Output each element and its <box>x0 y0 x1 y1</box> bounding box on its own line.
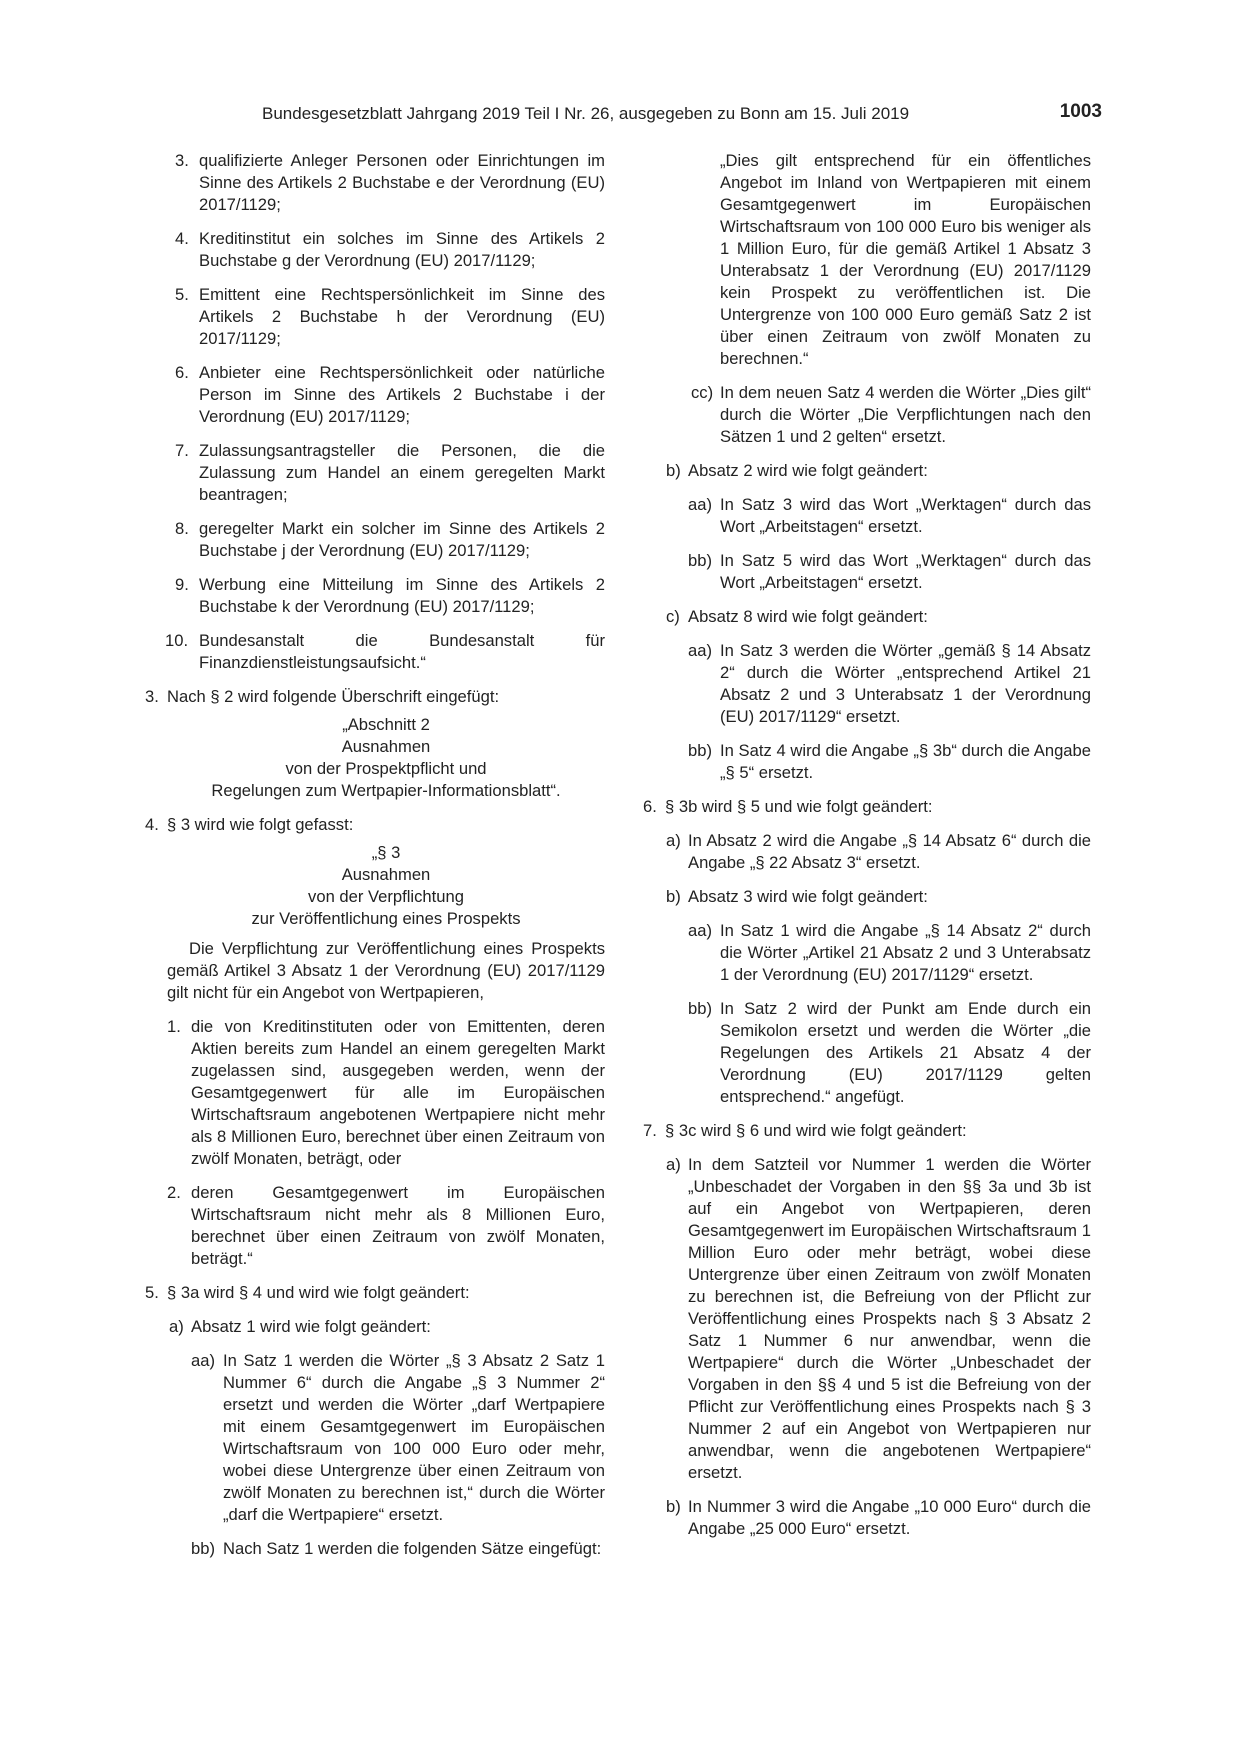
definition-item: 5. Emittent eine Rechtspersönlichkeit im Sinne des Artikels 2 Buchstabe h der Verordnung (EU) 2017/1129; <box>175 285 605 348</box>
right-column <box>631 150 1091 1552</box>
section-heading: „Abschnitt 2 Ausnahmen von der Prospektpflicht und Regelungen zum Wertpapier-Informationsblatt“. <box>211 715 561 800</box>
definition-item: 10. Bundesanstalt die Bundesanstalt für Finanzdienstleistungsaufsicht.“ <box>165 631 605 672</box>
amendment-subsubitem: aa) In Satz 1 wird die Angabe „§ 14 Absatz 2“ durch die Wörter „Artikel 21 Absatz 2 und 3 Unterabsatz 1 der Verordnung (EU) 2017/1129“ ersetzt. <box>688 921 1091 984</box>
amendment-item: 5. § 3a wird § 4 und wird wie folgt geändert: <box>145 1283 470 1302</box>
amendment-subsubitem: bb) In Satz 5 wird das Wort „Werktagen“ durch das Wort „Arbeitstagen“ ersetzt. <box>688 551 1091 592</box>
left-column <box>145 150 605 1572</box>
amendment-subsubitem: bb) In Satz 4 wird die Angabe „§ 3b“ durch die Angabe „§ 5“ ersetzt. <box>688 741 1091 782</box>
page-header <box>262 101 1102 127</box>
amendment-item: 4. § 3 wird wie folgt gefasst: <box>145 815 354 834</box>
amendment-item: 6. § 3b wird § 5 und wie folgt geändert: <box>643 797 933 816</box>
sub-item: 1. die von Kreditinstituten oder von Emittenten, deren Aktien bereits zum Handel an einem geregelten Markt zugelassen sind, ausgegeben werden, wenn der Gesamtgegenwert für alle im Europäischen Wirtschaftsraum angebotenen Wertpapiere nicht mehr als 8 Millionen Euro, berechnet über einen Zeitraum von zwölf Monaten, beträgt, oder <box>167 1017 605 1168</box>
amendment-subitem: b) Absatz 3 wird wie folgt geändert: <box>666 887 928 906</box>
sub-item: 2. deren Gesamtgegenwert im Europäischen Wirtschaftsraum nicht mehr als 8 Millionen Euro, berechnet über einen Zeitraum von zwölf Monaten, beträgt.“ <box>167 1183 605 1268</box>
header-title: Bundesgesetzblatt Jahrgang 2019 Teil I Nr. 26, ausgegeben zu Bonn am 15. Juli 2019 <box>262 104 910 123</box>
amendment-subitem: a) In Absatz 2 wird die Angabe „§ 14 Absatz 6“ durch die Angabe „§ 22 Absatz 3“ ersetzt. <box>666 831 1091 872</box>
quoted-text: „Dies gilt entsprechend für ein öffentliches Angebot im Inland von Wertpapieren mit einem Gesamtgegenwert im Europäischen Wirtschaftsraum von 100 000 Euro bis weniger als 1 Million Euro, für die gemäß Artikel 1 Absatz 3 Unterabsatz 1 der Verordnung (EU) 2017/1129 kein Prospekt zu veröffentlichen ist. Die Untergrenze von 100 000 Euro gemäß Satz 2 ist über einen Zeitraum von zwölf Monaten zu berechnen.“ <box>720 151 1091 368</box>
amendment-subsubitem: bb) Nach Satz 1 werden die folgenden Sätze eingefügt: <box>191 1539 602 1558</box>
amendment-subsubitem: aa) In Satz 1 werden die Wörter „§ 3 Absatz 2 Satz 1 Nummer 6“ durch die Angabe „§ 3 Nummer 2“ ersetzt und werden die Wörter „darf Wertpapiere mit einem Gesamtgegenwert im Europäischen Wirtschaftsraum von 100 000 Euro oder mehr, wobei diese Untergrenze über einen Zeitraum von zwölf Monaten zu berechnen ist,“ durch die Wörter „darf die Wertpapiere“ ersetzt. <box>191 1351 605 1524</box>
amendment-subsubitem: aa) In Satz 3 werden die Wörter „gemäß § 14 Absatz 2“ durch die Wörter „entsprechend Artikel 21 Absatz 2 und 3 Unterabsatz 1 der Verordnung (EU) 2017/1129“ ersetzt. <box>688 641 1091 726</box>
amendment-subsubitem: bb) In Satz 2 wird der Punkt am Ende durch ein Semikolon ersetzt und werden die Wörter „die Regelungen des Artikels 21 Absatz 4 der Verordnung (EU) 2017/1129 gelten entsprechend.“ angefügt. <box>688 999 1091 1106</box>
amendment-item: 3. Nach § 2 wird folgende Überschrift eingefügt: <box>145 687 500 706</box>
definition-item: 6. Anbieter eine Rechtspersönlichkeit oder natürliche Person im Sinne des Artikels 2 Buchstabe i der Verordnung (EU) 2017/1129; <box>175 363 605 426</box>
amendment-subitem: a) Absatz 1 wird wie folgt geändert: <box>169 1317 431 1336</box>
definition-item: 4. Kreditinstitut ein solches im Sinne des Artikels 2 Buchstabe g der Verordnung (EU) 2017/1129; <box>175 229 605 270</box>
definition-item: 9. Werbung eine Mitteilung im Sinne des Artikels 2 Buchstabe k der Verordnung (EU) 2017/1129; <box>175 575 605 616</box>
amendment-subitem: b) In Nummer 3 wird die Angabe „10 000 Euro“ durch die Angabe „25 000 Euro“ ersetzt. <box>666 1497 1091 1538</box>
amendment-subsubitem: aa) In Satz 3 wird das Wort „Werktagen“ durch das Wort „Arbeitstagen“ ersetzt. <box>688 495 1091 536</box>
amendment-subsubitem: cc) In dem neuen Satz 4 werden die Wörter „Dies gilt“ durch die Wörter „Die Verpflichtungen nach den Sätzen 1 und 2 gelten“ ersetzt. <box>691 383 1091 446</box>
amendment-subitem: a) In dem Satzteil vor Nummer 1 werden die Wörter „Unbeschadet der Vorgaben in den §§ 3a und 3b ist auf ein Angebot von Wertpapieren, deren Gesamtgegenwert im Europäischen Wirtschaftsraum 1 Million Euro oder mehr beträgt, wobei diese Untergrenze über einen Zeitraum von zwölf Monaten zu berechnen ist, die Befreiung von der Pflicht zur Veröffentlichung eines Prospekts nach § 3 Absatz 2 Satz 1 Nummer 6 nur anwendbar, wenn die Wertpapiere“ durch die Wörter „Unbeschadet der Vorgaben in den §§ 4 und 5 ist die Befreiung von der Pflicht zur Veröffentlichung eines Prospekts nach § 3 Nummer 2 auf ein Angebot von Wertpapieren nur anwendbar, wenn die angebotenen Wertpapiere“ ersetzt. <box>666 1155 1091 1482</box>
paragraph: Die Verpflichtung zur Veröffentlichung eines Prospekts gemäß Artikel 3 Absatz 1 der Verordnung (EU) 2017/1129 gilt nicht für ein Angebot von Wertpapieren, <box>167 939 605 1002</box>
amendment-subitem: b) Absatz 2 wird wie folgt geändert: <box>666 461 928 480</box>
definition-item: 8. geregelter Markt ein solcher im Sinne des Artikels 2 Buchstabe j der Verordnung (EU) 2017/1129; <box>175 519 605 560</box>
page-number: 1003 <box>1059 101 1102 122</box>
section-heading: „§ 3 Ausnahmen von der Verpflichtung zur Veröffentlichung eines Prospekts <box>251 843 521 928</box>
amendment-item: 7. § 3c wird § 6 und wird wie folgt geändert: <box>643 1121 967 1140</box>
definition-item: 3. qualifizierte Anleger Personen oder Einrichtungen im Sinne des Artikels 2 Buchstabe e der Verordnung (EU) 2017/1129; <box>175 151 605 214</box>
definition-item: 7. Zulassungsantragsteller die Personen, die die Zulassung zum Handel an einem geregelten Markt beantragen; <box>175 441 605 504</box>
amendment-subitem: c) Absatz 8 wird wie folgt geändert: <box>666 607 928 626</box>
